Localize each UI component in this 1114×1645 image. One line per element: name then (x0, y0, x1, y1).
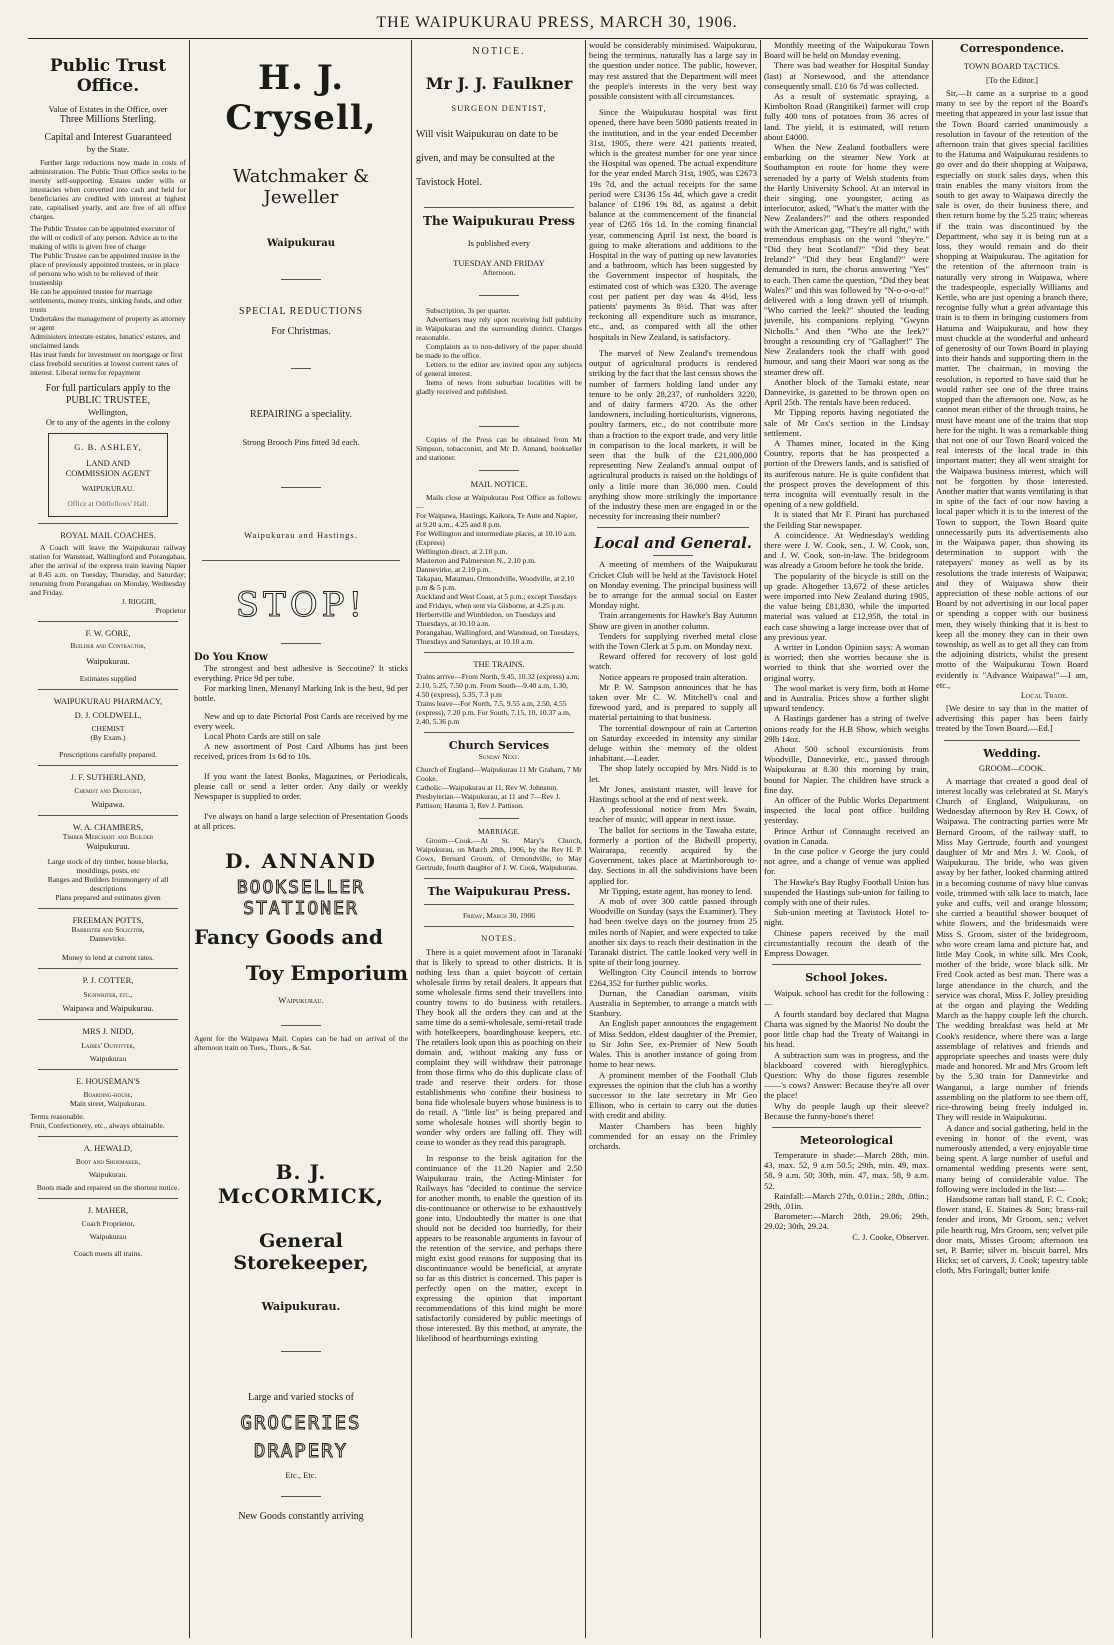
press-info: Advertisers may rely upon receiving full publicity in Waipukurau and the surrounding district. Charges reasonable. (416, 315, 582, 342)
church-item: Presbyterian—Waipukurau, at 11 and 7—Rev J. Pattison; Hatuma 3, Rev J. Pattison. (416, 792, 561, 810)
press-info: Subscription, 3s per quarter. (426, 306, 511, 315)
gore-ad (30, 628, 186, 683)
news-item: Mr Tipping reports having negotiated the sale of Mr Cox's section in the Lindsay settlement. (764, 407, 929, 438)
wedding-para: A marriage that created a good deal of interest locally was celebrated at St. Mary's Church of England, Waipukurau, on Wednesday afternoon by Rev H. Cowx, of Waipawa. The contracting parties were Mr Bernard Groom, of the railway staff, to Miss May Gertrude, fourth and youngest daughter of Mr and Mrs J. W. Cook, of Waipukurau. The bride, who was given away by her father, looked charming attired in a becoming costume of navy blue canvas voile, trimmed with silk lace to match, lace yoke and cuffs, veil and orange blossom; she carried a beautiful shower bouquet of white flowers, and the bridesmaids were Miss S. Groom, sister of the bridegroom, who wore cream lama and picture hat, and little May Cook, in white silk. Mrs Cook, mother of the bride, wore black silk. Mr Fred Cook acted as best man. There was a large attendance in the church, and the service was choral, Miss F. Jolley presiding at the organ and playing the Wedding March as the happy couple left the church. The wedding breakfast was held at Mr Cook's residence, where there was a large assemblage of relatives and friends and appropriate speeches and toasts were duly made and honored. Mr and Mrs Groom left by the 5.30 train for Dannevirke and Wanganui, a large number of friends assembling on the platform to see them off, rice-throwing being freely indulged in. They will reside in Waipukurau. (936, 775, 1088, 1123)
news-item: Durnan, the Canadian oarsman, visits Australia in September, to arrange a match with Stanbury. (589, 987, 757, 1019)
press-info: Letters to the editor are invited upon any subjects of general interest. (416, 360, 582, 378)
christmas: For Christmas. (271, 326, 331, 337)
maher-name: J. MAHER, (87, 1205, 129, 1215)
wedding-title: Wedding. (983, 746, 1041, 760)
ashley-role: LAND AND (86, 458, 130, 468)
news-item: Monthly meeting of the Waipukurau Town Board will be held on Monday evening. (764, 40, 929, 61)
correspondence-title: Correspondence. (959, 42, 1065, 55)
press-published: Is published every (467, 238, 531, 248)
public-trust-title: Public Trust Office. (49, 56, 167, 96)
joke-item: A subtraction sum was in progress, and the blackboard covered with hieroglyphics. Question: Why do those figures resemble ——'s cows? Answer: Because they're all over the place! (764, 1049, 929, 1101)
potts-place: Dannevirke. (89, 934, 127, 943)
public-trust-duty: Administers intestate estates, lunatics' estates, and unclaimed lands (30, 332, 181, 350)
general-storekeeper: General Storekeeper, (233, 1230, 369, 1274)
chambers-ad (30, 822, 186, 902)
chambers-name: W. A. CHAMBERS, (72, 822, 144, 832)
editor-note: [We desire to say that in the matter of advertising this paper has been fairly treated by the Town Board.—Ed.] (936, 702, 1088, 734)
public-trust-line: Capital and Interest Guaranteed (44, 132, 172, 143)
mail-intro: Mails close at Waipukurau Post Office as follows:— (416, 493, 582, 511)
church-title: Church Services (448, 739, 550, 752)
chambers-body: Ranges and Builders Ironmongery of all descriptions (47, 875, 169, 893)
news-item: The popularity of the bicycle is still on the up grade. Altogether 13,672 of these articles were imported into New Zealand during 1905, the value being £81,830, while the imported material was valued at £12,958, the total in each case showing a large increase over that of any previous year. (764, 570, 929, 642)
wedding-para: Handsome rattan ball stand, F. C. Cook; flower stand, E. Staines & Son; brass-rail fender and irons, Mr Groom, sen.; velvet pile hearth rug, Mrs Groom, sen; velvet pile door mats, Misses Groom; afternoon tea set, P. Barrie; silver m. biscuit barrel, Mrs Hicks; set of carvers, J. Cook; tapestry table cloth, Mrs Foringall; butter knife (936, 1193, 1088, 1276)
news-item: The torrential downpour of rain at Carterton on Saturday exceeded in intensity any similar deluge within the memory of the oldest inhabitant.—Leader. (589, 722, 757, 764)
masthead: THE WAIPUKURAU PRESS, MARCH 30, 1906. (376, 14, 738, 31)
news-item: The wool market is very firm, both at Home and in Australia. Prices show a further slight upward tendency. (764, 682, 929, 714)
divider (281, 487, 321, 488)
met-sig: C. J. Cooke, Observer. (852, 1231, 929, 1242)
special-reductions: SPECIAL REDUCTIONS (238, 306, 364, 317)
tactics-title: TOWN BOARD TACTICS. (963, 61, 1061, 71)
joke-item: Waipuk. school has credit for the following :— (764, 988, 929, 1009)
agent-note: Agent for the Waipawa Mail. Copies can be had on arrival of the afternoon train on Tues., Thurs., & Sat. (194, 1034, 408, 1052)
dyk-text: For marking linen, Menanyl Marking Ink is the best, 9d per bottle. (194, 683, 408, 703)
stocks: Large and varied stocks of (248, 1392, 354, 1403)
houseman-note: Fruit, Confectionery, etc., always obtainable. (30, 1121, 165, 1130)
faulkner-title: SURGEON DENTIST, (451, 103, 547, 113)
stop-heading: STOP! (235, 585, 367, 625)
divider (38, 765, 178, 766)
sutherland-role: Chemist and Druggist, (74, 786, 142, 795)
news-item: There was bad weather for Hospital Sunday (last) at Norsewood, and the attendance consequently small. £10 6s 7d was collected. (764, 60, 929, 91)
groom-cook: GROOM—COOK. (978, 762, 1046, 773)
potts-note: Money to lend at current rates. (61, 953, 155, 962)
sutherland-place: Waipawa. (91, 799, 125, 809)
dyk-text: New and up to date Pictorial Post Cards are received by me every week. (194, 711, 408, 731)
news-item: Wellington City Council intends to borrow £264,352 for further public works. (589, 967, 757, 988)
divider (424, 732, 574, 733)
divider (281, 643, 321, 644)
column-5 (764, 40, 929, 1638)
cotter-place: Waipawa and Waipukurau. (62, 1003, 154, 1013)
news-item: Reward offered for recovery of lost gold watch. (589, 651, 757, 672)
divider (202, 560, 400, 561)
article-para: Since the Waipukurau hospital was first opened, there have been 5080 patients treated in the institution, and in the year ended December 31st, 1905, there were 421 patients treated, which is the greatest number for one year since the Hospital was opened. The actual expenditure for the year ended March 31st, 1905, was £2673 19s 7d, and the actual receipts for the same period were £3136 15s 4d, which gave a credit balance of £196 19s 8d, as against a debit balance at the commencement of the financial year of £265 16s 1d. In the coming financial year, commencing April 1st next, the board is going to make alterations and additions to the Hospital in the way of putting up new lavatories and a bathroom, which has been suggested by the Government inspector of hospitals, the estimated cost of which was £320. The average cost per patient per day was 4s 4½d, less patients' payments 3s 8½d. That was after reckoning all expenditure such as insurance, etc., and, as compared with all the other hospitals in New Zealand, is satisfactory. (589, 107, 757, 342)
trains-title: THE TRAINS. (473, 659, 525, 669)
column-3 (416, 40, 582, 1638)
letter-sig: Local Trade. (1020, 689, 1068, 700)
divider (424, 904, 574, 905)
press-copies: Copies of the Press can be obtained from Mr Simpson, tobacconist, and Mr D. Annand, bookseller and stationer. (416, 435, 582, 462)
news-item: The shop lately occupied by Mrs Nidd is to let. (589, 763, 757, 784)
mccormick-name: B. J. McCORMICK, (217, 1160, 385, 1208)
divider (281, 1351, 321, 1352)
divider (424, 652, 574, 653)
mail-title: MAIL NOTICE. (470, 479, 528, 489)
news-item: As a result of systematic spraying, a Kimbolton Road (Rangitikei) farmer will crop fully 400 tons of potatoes from 36 acres of land. The yield, it is estimated, will return about £4000. (764, 91, 929, 142)
nidd-ad (30, 1026, 186, 1063)
divider (38, 908, 178, 909)
houseman-name: E. HOUSEMAN'S (76, 1076, 140, 1086)
news-item: Mr Jones, assistant master, will leave for Hastings school at the end of next week. (589, 783, 757, 805)
divider (479, 818, 519, 819)
met-item: Rainfall:—March 27th, 0.01in.; 28th, .08in.; 29th, .01in. (764, 1190, 929, 1211)
mail-item: Masterton and Palmerston N., 2.10 p.m. (416, 556, 536, 565)
pharmacy-role: CHEMIST (91, 724, 125, 733)
joke-item: A fourth standard boy declared that Magna Charta was signed by the Maoris! No doubt the poor little chap had the Treaty of Waitangi in his head. (764, 1008, 929, 1050)
potts-ad (30, 915, 186, 962)
divider (38, 621, 178, 622)
chambers-body: Plans prepared and estimates given (55, 893, 161, 902)
hewald-note: Boots made and repaired on the shortest notice. (36, 1183, 180, 1192)
maher-note: Coach meets all trains. (73, 1249, 143, 1258)
public-trust-duty: The Public Trustee can be appointed executor of the will or codicil of any person. Advice as to the making of wills is given free of charge (30, 224, 178, 251)
cotter-name: P. J. COTTER, (82, 975, 134, 985)
bookseller: BOOKSELLER (236, 877, 366, 898)
annand-name: D. ANNAND (225, 849, 377, 873)
coaches-body: A Coach will leave the Waipukurau railway station for Wanstead, Wallingford and Porangahau, after the arrival of the express train leaving Napier at 8.45 a.m. on Tuesday, Thursday, and Saturday; returning from Porangahau on Monday, Wednesday and Friday. (30, 543, 186, 597)
public-trust-line: Value of Estates in the Office, over (48, 104, 168, 114)
divider (479, 295, 519, 296)
hewald-role: Boot and Shoemaker, (75, 1157, 141, 1166)
public-trust-duty: Has trust funds for investment on mortgage or first class freehold securities at lowest current rates of interest. Liberal terms for repayment (30, 350, 183, 377)
divider (281, 1496, 321, 1497)
potts-name: FREEMAN POTTS, (72, 915, 144, 925)
column-rule (760, 40, 761, 1638)
column-rule (189, 40, 190, 1638)
news-item: Notice appears re proposed train alteration. (599, 671, 748, 682)
news-item: A coincidence. At Wednesday's wedding there were J. W. Cook, sen., J. W. Cook, son, and J. W. Cook, son-in-law. The bridegroom was already a Groom before he took the bride. (764, 529, 929, 571)
divider (38, 1069, 178, 1070)
houseman-ad (30, 1076, 186, 1130)
news-item: When the New Zealand footballers were embarking on the steamer New York at Southampton en route for home they were serenaded by a party of Welsh students from the Hartly University School. At an interval in their singing, one youngster, acting as interlocutor, asked, "What's the matter with the New Zealanders?" and the others responded with the American gag, "They're all right," with tremendous emphasis on the word "they're." "Did they beat Scotland?" "Did they beat Ireland?" "Did they beat England?" were demanded in turn, the chorus answering "Yes" to each. Then came the question, "Did they beat Wales?" and this was followed by "N-o-o-o-o!" delivered with a long drawn yell of triumph. "Who carried the leek?" shouted the leading juvenile, his companions replying "Gwynn Nicholls." And then "Who ate the leek?" brought a resounding cry of "Gallagher!" The New Zealanders took the chaff with good humour, and sang their Maori war song as the steamer drew off. (764, 142, 929, 377)
news-item: An officer of the Public Works Department inspected the local post office building yesterday. (764, 795, 929, 826)
etc: Etc., Etc. (285, 1470, 317, 1480)
nidd-role: Ladies' Outfitter, (81, 1041, 135, 1050)
stationer: STATIONER (243, 898, 359, 919)
crysell-name: H. J. Crysell, (225, 58, 377, 138)
dyk-text: Local Photo Cards are still on sale (204, 731, 321, 741)
news-item: Mr Tipping, estate agent, has money to lend. (599, 885, 753, 896)
meteorological-title: Meteorological (799, 1133, 894, 1147)
church-item: Church of England—Waipukurau 11 Mr Graham, 7 Mr Cooke. (416, 765, 582, 783)
gore-role: Builder and Contractor, (70, 641, 146, 650)
faulkner-name: Mr J. J. Faulkner (425, 74, 573, 93)
news-item: A Thames miner, located in the King Country, reports that he has prospected a portion of the Drewers lands, and is satisfied of its auriferous nature. He is quite confident that the prospect proves the development of this terra incognita will eventually result in the opening of a new goldfield. (764, 437, 929, 510)
maher-role: Coach Proprietor, (81, 1219, 135, 1228)
news-item: A meeting of members of the Waipukurau Cricket Club will be held at the Tavistock Hotel on Monday evening. The principal business will be to arrange for the annual social on Easter Monday night. (589, 559, 757, 611)
divider (479, 470, 519, 471)
fancy-goods: Fancy Goods and (194, 925, 383, 949)
divider (424, 926, 574, 927)
notice-heading: NOTICE. (472, 46, 526, 57)
divider (653, 555, 693, 556)
hewald-name: A. HEWALD, (83, 1143, 133, 1153)
cotter-ad (30, 975, 186, 1013)
mail-item: Dannevirke, at 2.10 p.m. (416, 565, 491, 574)
joke-item: Why do people laugh up their sleeve? Because the funny-bone's there! (764, 1100, 929, 1121)
pharmacy-exam: (By Exam.) (90, 733, 126, 742)
school-jokes-title: School Jokes. (805, 971, 888, 985)
trains-text: Trains arrive—From North, 9.45, 10.32 (express) a.m; 2.10, 5.25, 7.50 p.m. From South—9.40 a.m, 1.30, 4.50 (express), 5.35, 7.3 p.m (416, 672, 580, 699)
column-6 (936, 40, 1088, 1638)
church-item: Catholic—Waipukurau at 11, Rev W. Johnston. (416, 783, 559, 792)
drapery: DRAPERY (253, 1440, 349, 1462)
church-sunday: Sunday Next. (478, 752, 520, 761)
public-trust-body: Further large reductions now made in costs of administration. The Public Trust Office seeks to be merely self-supporting. Estates under wills or intestacies when converted into cash and held for beneficiaries are credited with interest at highest rate, capitalised yearly, and are free of all office charges. (30, 158, 186, 221)
public-trust-line: by the State. (86, 144, 130, 154)
faulkner-body: Will visit Waipukurau on date to be given, and may be consulted at the Tavistock Hotel. (416, 129, 558, 188)
divider (597, 527, 749, 528)
masthead-rule (28, 38, 1088, 39)
ashley-ad (48, 433, 168, 517)
divider (424, 207, 574, 208)
news-item: A Hastings gardener has a string of twelve onions ready for the H.B Show, which weighs 29lb 14oz. (764, 713, 929, 744)
public-trust-line: Three Millions Sterling. (59, 114, 157, 125)
houseman-role: Boarding-house, (83, 1090, 133, 1099)
divider (772, 964, 921, 965)
mail-item: Wellington direct, at 2.10 p.m. (416, 547, 508, 556)
divider (479, 426, 519, 427)
news-item: A professional notice from Mrs Swain, teacher of music, will appear in next issue. (589, 804, 757, 825)
pharmacy-name: D. J. COLDWELL, (74, 710, 142, 720)
toy-emporium: Toy Emporium (245, 961, 408, 985)
houseman-note: Terms reasonable. (30, 1112, 85, 1121)
divider (38, 1019, 178, 1020)
news-item: Train arrangements for Hawke's Bay Autumn Show are given in another column. (589, 610, 757, 631)
divider (281, 279, 321, 280)
news-item: It is stated that Mr F. Pirani has purchased the Feilding Star newspaper. (764, 509, 929, 530)
local-general-title: Local and General. (593, 534, 752, 553)
divider (38, 1136, 178, 1137)
chambers-role: Timber Merchant and Builder (62, 832, 154, 841)
brooch: Strong Brooch Pins fitted 3d each. (242, 437, 360, 447)
letter-body: Sir,—It came as a surprise to a good many to see by the report of the Board's meeting that appeared in your last issue that the Town Board carried unanimously a resolution in favour of the retention of the afternoon train that gives special facilities to the Hatuma and Waipukurau residents to go over and do their shopping at Waipawa, especially on stock sales days, when this train enables the many visitors from the south to get away to Waipawa directly the sale is over, do their business there, and then return home by the 5.25 train; whereas if the train was discontinued by the Department, who say it is being run at a loss, they would remain and do their shopping at Waipukurau. The agitation for the retention of the afternoon train is naturally very strong in Waipawa, where the tradespeople, especially Williams and Kettle, who are just opening a branch there, recognise fully what a great advantage this train is to them in bringing customers from Hatuma and Waipukurau, and how they must chuckle at the wonderful and unheard of generosity of our Town Board in playing into their hands and supporting them in the matter. The chairman, in moving the resolution, is reported to have said that he would rather see one of the three trains stopped than the afternoon one. Now, as he cannot mean either of the through trains, he must have meant one of the trains that stop here for the night. It was a remarkable thing that not one of our Town Board voiced the real interests of the local trade in this important matter; they all went straight for the Waipawa business interest, which will not be forgotten by those interested. Another matter that wants ventilating is that in spite of the fact of our now having a local paper which it is to the interest of the Town to support, the Town Board quite unnecessarily puts its advertisements also in the Waipawa paper, thus showing its determination to support with the ratepayers' money as well as by its resolutions the trade interests of Waipawa; and they of Waipawa show their appreciation of these noble actions of our Board by not advertising in our local paper or spending a copper with our business men, they wisely thinking that it is best to keep all the money they can in their own township, as well as to get all they can from the adjoining districts, whilst the present motto of the Waipukurau Town Board evidently is "Advance Waipawa!"—I am, etc., (936, 88, 1088, 690)
dyk-text: A new assortment of Post Card Albums has just been received, prices from 1s 6d to 10s. (194, 741, 408, 761)
notes-body: In response to the brisk agitation for the continuance of the 11.20 Napier and 2.50 Waipukurau train, the Acting-Minister for Railways has "decided to continue the service for another month, to enable the question of its dis-continuance or otherwise to be exhaustively gone into. Undoubtedly the matter is one that should not be decided too hurriedly, for their appears to be reasonable arguments in favour of the retention of the service, and perhaps there might exist good reasons for supposing that its discontinuance would be beneficial, at anyrate so far as this district is concerned. This paper is perfectly open on the matter, except in expressing the opinion that important recommendations of this kind might be more satisfactorily considered by public meetings of those interested. By this method, at anyrate, the likelihood of heartburnings existing (416, 1153, 582, 1343)
divider (38, 523, 178, 524)
news-item: Tenders for supplying riverbed metal close with the Town Clerk at 5 p.m. on Monday next. (589, 630, 757, 651)
public-trust-duty: Undertakes the management of property as attorney or agent (30, 314, 186, 332)
press-info: Complaints as to non-delivery of the paper should be made to the office. (416, 342, 582, 360)
divider (944, 740, 1080, 741)
pharmacy-title: WAIPUKURAU PHARMACY, (53, 696, 163, 706)
dyk-text: I've always on hand a large selection of Presentation Goods at all prices. (194, 811, 408, 831)
sutherland-name: J. F. SUTHERLAND, (70, 772, 146, 782)
coaches-sig: Proprietor (155, 606, 186, 615)
press-title: The Waipukurau Press (423, 214, 575, 228)
news-item: A writer in London Opinion says: A woman is worried; then she worries because she is worried to think that she worried over the original worry. (764, 641, 929, 683)
column-rule (932, 40, 933, 1638)
crysell-trade: Watchmaker & Jeweller (232, 166, 370, 208)
public-trust-apply: Or to any of the agents in the colony (45, 417, 171, 427)
news-item: In the case police v George the jury could not agree, and a change of venue was applied for. (764, 846, 929, 877)
marriage-body: Groom—Cook.—At St. Mary's Church, Waipukurau, on March 28th, 1906, by the Rev H. P. Cowx, Bernard Groom, of Ormondville, to May Gertrude, fourth daughter of J. W. Cook, Waipukurau. (416, 836, 582, 872)
coaches-sig: J. RIGGIR, (121, 597, 156, 606)
news-item: About 500 school excursionists from Woodville, Dannevirke, etc., passed through Waipukurau at 8.30 this morning by train, bound for Napier. The children have struck a fine day. (764, 744, 929, 795)
news-item: Chinese papers received by the mail circumstantially recount the death of the Empress Dowager. (764, 927, 929, 959)
met-item: Barometer:—March 28th, 29.06; 29th, 29.02; 30th, 29.24. (764, 1211, 929, 1232)
dyk-text: The strongest and best adhesive is Seccotine? It sticks everything. Price 9d per tube. (194, 663, 408, 683)
news-item: Mr P. W. Sampson announces that he has taken over Mr C. W. Mitchell's coal and firewood yard, and is prepared to supply all material pertaining to that business. (589, 681, 757, 723)
sutherland-ad (30, 772, 186, 809)
news-item: Sub-union meeting at Tavistock Hotel to-night. (764, 907, 929, 928)
wedding-para: A dance and social gathering, held in the evening in honor of the event, was numerously attended, a very enjoyable time being spent. A large number of useful and ornamental wedding presents were sent, many being of considerable value. The following were included in the list:— (936, 1122, 1088, 1194)
news-item: Master Chambers has been highly commended for an essay on the Frimley orchards. (589, 1120, 757, 1151)
divider (291, 368, 311, 369)
mail-item: For Waipawa, Hastings, Kaikora, Te Aute and Napier, at 9.20 a.m., 4.25 and 8 p.m. (416, 511, 578, 529)
article-para: The marvel of New Zealand's tremendous output of agricultural products is rendered striking by the fact that the last census shows the number of farmers holding land under any tenure to be only 28,237, of runholders 3220, and of dairy farmers 4720. As the other landowners, including horticulturists, vignerons, poultry farmers, etc., do not contribute more than a fraction to the export trade, and very little in comparison to the local markets, it will be seen that the bulk of the £21,000,000 representing New Zealand's annual output of agricultural products is raised on the holdings of only a little more than 36,000 men. Could anything show more strikingly the importance of the industry these men are engaged in or the necessity for increasing their number? (589, 347, 757, 522)
dateline: Friday, March 30, 1906 (463, 911, 535, 920)
public-trust-duty: He can be appointed trustee for marriage settlements, money trusts, sinking funds, and other trusts (30, 287, 183, 314)
nidd-place: Waipukurau (89, 1054, 127, 1063)
divider (38, 815, 178, 816)
divider (38, 968, 178, 969)
towns: Waipukurau and Hastings. (244, 530, 358, 540)
mail-item: Herbertville and Wimbledon, on Tuesdays and Thursdays, at 10.10 a.m. (416, 610, 556, 628)
gore-note: Estimates supplied (79, 674, 137, 683)
nidd-name: MRS J. NIDD, (82, 1026, 134, 1036)
gore-name: F. W. GORE, (85, 628, 131, 638)
press-afternoon: Afternoon. (482, 268, 516, 277)
public-trust-apply: PUBLIC TRUSTEE, (65, 395, 151, 406)
press-info: Items of news from suburban localities will be gladly received and published. (416, 378, 582, 396)
dyk-text: If you want the latest Books, Magazines, or Periodicals, please call or send a letter order. Any daily or weekly Newspaper is supplied to order. (194, 771, 408, 801)
pharmacy-ad (30, 696, 186, 759)
notes-title: NOTES. (481, 933, 517, 943)
divider (38, 689, 178, 690)
spacer (194, 1052, 408, 1160)
marriage-title: MARRIAGE. (478, 827, 520, 836)
cotter-role: Signwriter, etc., (83, 990, 133, 999)
column-4 (589, 40, 757, 1638)
column-1 (30, 40, 186, 1638)
column-rule (585, 40, 586, 1638)
news-item: A prominent member of the Football Club expresses the opinion that the club has a worthy successor to the late secretary in Mr Geo Ellison, who is certain to carry out the duties with credit and ability. (589, 1069, 757, 1121)
annand-place: Waipukurau. (278, 995, 324, 1005)
divider (38, 1198, 178, 1199)
hewald-place: Waipukurau. (88, 1170, 128, 1179)
gore-place: Waipukurau. (86, 656, 130, 666)
chambers-body: Large stock of dry timber, house blocks, mouldings, posts, etc (47, 857, 169, 875)
mail-item: Auckland and West Coast, at 5 p.m.; except Tuesdays and Fridays, when sent via Gisborne, at 4.25 p.m. (416, 592, 577, 610)
potts-role: Barrister and Solicitor, (71, 925, 145, 934)
news-item: Prince Arthur of Connaught received an ovation in Canada. (764, 825, 929, 846)
do-you-know: Do You Know (194, 652, 268, 663)
groceries: GROCERIES (240, 1412, 362, 1434)
press-days: TUESDAY AND FRIDAY (453, 258, 545, 268)
divider (424, 878, 574, 879)
column-rule (411, 40, 412, 1638)
maher-ad (30, 1205, 186, 1258)
news-item: A mob of over 300 cattle passed through Woodville on Sunday (says the Examiner). They had been twelve days on the journey from 25 miles north of Napier, and were expected to take another six days to reach their destination in the Taranaki district. The cattle looked very well in spite of their long journey. (589, 896, 757, 968)
new-goods: New Goods constantly arriving (238, 1511, 364, 1522)
notes-body: There is a quiet movement afoot in Taranaki that is likely to spread to other districts. It is nothing less than a quiet boycott of certain wholesale firms by retail dealers. It appears that some wholesale firms send their travellers into country towns to do business with retailers. They book all the orders they can and at the same time do a semi-wholesale, semi-retail trade with hotelkeepers, boardinghouse keepers, etc. The retailers look upon this as poaching on their domain and, without making any fuss or complaint they will withdraw their patronage from those firms who do this duplicate class of trade and reserve their orders for those establishments who confine their business to bona fide wholesale buyers whose business is to do retail. A "little list" is being prepared and some wholesale houses will shortly begin to wonder why orders are falling off. They will cease to wonder as they read this paragraph. (416, 947, 582, 1147)
hewald-ad (30, 1143, 186, 1192)
ashley-role: COMMISSION AGENT (65, 468, 151, 478)
news-item: The Hawke's Bay Rugby Football Union has suspended the Hastings sub-union for failing to comply with one of their rules. (764, 876, 929, 908)
divider (281, 1025, 321, 1026)
press-title-2: The Waipukurau Press. (427, 885, 571, 898)
crysell-place: Waipukurau (266, 238, 336, 249)
ashley-place: WAIPUKURAU. (81, 484, 135, 493)
houseman-place: Main street, Waipukurau. (70, 1099, 146, 1108)
to-editor: [To the Editor.] (985, 75, 1039, 85)
mail-item: For Wellington and intermediate places, at 10.10 a.m. (Express) (416, 529, 577, 547)
coaches-title: ROYAL MAIL COACHES. (60, 530, 156, 540)
trains-text: Trains leave—For North, 7.5, 9.55 a.m, 2.50, 4.55 (express), 7.20 p.m. For South, 7.15, 10, 10.37 a.m, 2.40, 5.36 p.m (416, 699, 571, 726)
repairing: REPAIRING a speciality. (249, 409, 353, 420)
mccormick-place: Waipukurau. (261, 1300, 341, 1313)
public-trust-apply: For full particulars apply to the (45, 383, 171, 394)
maher-place: Waipukurau (89, 1232, 127, 1241)
pharmacy-note: Prescriptions carefully prepared. (59, 750, 157, 759)
public-trust-apply: Wellington, (88, 407, 128, 417)
news-item: Another block of the Tamaki estate, near Dannevirke, is gazetted to be thrown open on April 25th. The rentals have been reduced. (764, 376, 929, 408)
column-2 (194, 40, 408, 1638)
ashley-name: G. B. ASHLEY, (74, 442, 142, 452)
article-para: would be considerably minimised. Waipukurau, being the terminus, naturally has a large say in the question under notice. The public, however, may rest assured that the Department will meet the people's interests in the very best way possible consistent with all circumstances. (589, 40, 757, 102)
mail-item: Porangahau, Wallingford, and Wanstead, on Tuesdays, Thursdays and Saturdays, at 10.10 a.m. (416, 628, 580, 646)
news-item: An English paper announces the engagement of Miss Seddon, eldest daughter of the Premier, to Sir John See, ex-Premier of New South Wales. This is another instance of going from home to hear news. (589, 1018, 757, 1070)
mail-item: Takapau, Matamau, Ormondville, Woodville, at 2.10 p.m & 5 p.m. (416, 574, 575, 592)
chambers-place: Waipukurau. (86, 841, 130, 851)
news-item: The ballot for sections in the Tawaha estate, formerly a portion of the Bidwill property, Wairarapa, recently acquired by the Government, takes place at Martinborough to-day. Sections in all the subdivisions have been applied for. (589, 824, 757, 886)
public-trust-duty: The Public Trustee can be appointed trustee in the place of previously appointed trustees, or in place of persons who wish to be relieved of their trusteeship (30, 251, 180, 287)
ashley-office: Office at Oddfellows' Hall. (67, 499, 149, 508)
met-item: Temperature in shade:—March 28th, min. 43, max. 52, 9 a.m 50.5; 29th, min. 49, max. 58, 9 a.m. 50; 30th, min. 47, max. 58, 9 a.m. 52. (764, 1149, 929, 1191)
divider (772, 1127, 921, 1128)
